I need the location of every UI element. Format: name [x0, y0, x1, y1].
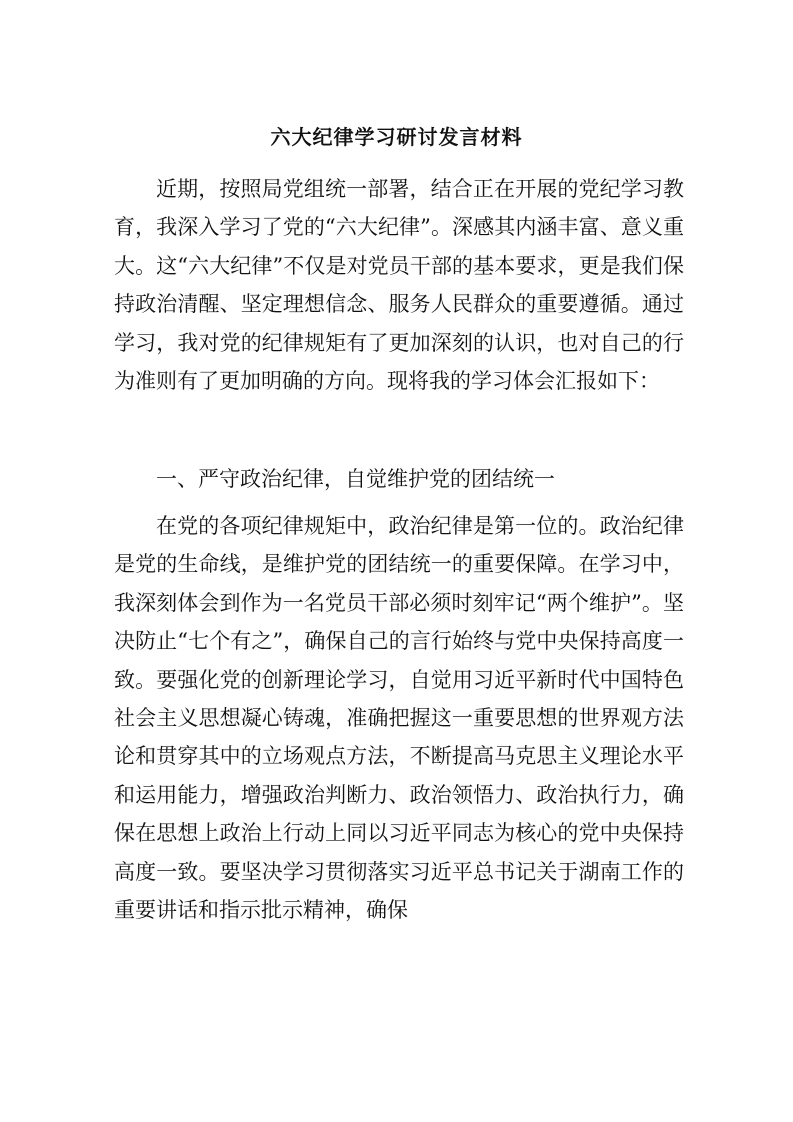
section-heading: 一、严守政治纪律，自觉维护党的团结统一	[156, 467, 555, 491]
document-title: 六大纪律学习研讨发言材料	[270, 125, 523, 149]
intro-paragraph: 近期，按照局党组统一部署，结合正在开展的党纪学习教育，我深入学习了党的“六大纪律”。深感其内涵丰富、意义重大。这“六大纪律”不仅是对党员干部的基本要求，更是我们保持政治清醒、坚定理想信念、服务人民群众的重要遵循。通过学习，我对党的纪律规矩有了更加深刻的认识，也对自己的行为准则有了更加明确的方向。现将我的学习体会汇报如下：	[114, 177, 684, 394]
body-paragraph: 在党的各项纪律规矩中，政治纪律是第一位的。政治纪律是党的生命线，是维护党的团结统一的重要保障。在学习中，我深刻体会到作为一名党员干部必须时刻牢记“两个维护”。坚决防止“七个有之”，确保自己的言行始终与党中央保持高度一致。要强化党的创新理论学习，自觉用习近平新时代中国特色社会主义思想凝心铸魂，准确把握这一重要思想的世界观方法论和贯穿其中的立场观点方法，不断提高马克思主义理论水平和运用能力，增强政治判断力、政治领悟力、政治执行力，确保在思想上政治上行动上同以习近平同志为核心的党中央保持高度一致。要坚决学习贯彻落实习近平总书记关于湖南工作的重要讲话和指示批示精神，确保	[114, 514, 684, 923]
